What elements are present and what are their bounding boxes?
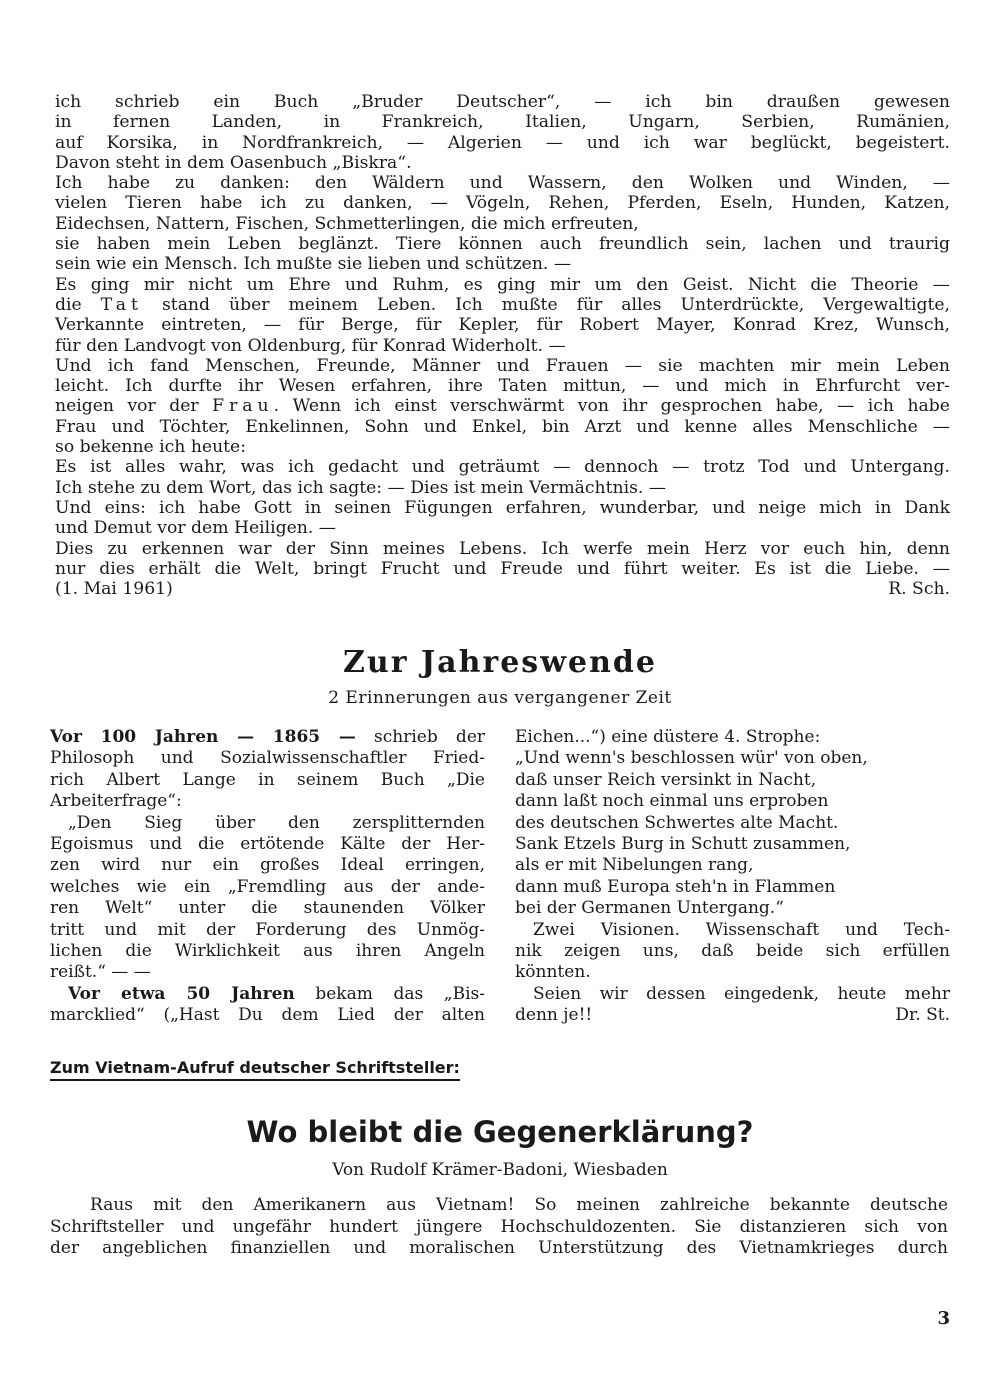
- column-line: Philosoph und Sozialwissenschaftler Fried-: [50, 748, 485, 769]
- poem-text: [55, 92, 950, 599]
- column-line: welches wie ein „Fremdling aus der ande-: [50, 876, 485, 897]
- article-title: Wo bleibt die Gegenerklärung?: [246, 1115, 754, 1149]
- jahreswende-left-column: [50, 727, 485, 1027]
- column-line: Sank Etzels Burg in Schutt zusammen,: [515, 834, 851, 855]
- column-line: Zwei Visionen. Wissenschaft und Tech-: [533, 919, 950, 940]
- poem-line: Verkannte eintreten, — für Berge, für Kepler, für Robert Mayer, Konrad Krez, Wunsch,: [55, 315, 950, 336]
- column-line: Egoismus und die ertötende Kälte der Her-: [50, 834, 485, 855]
- page-number: 3: [937, 1308, 950, 1329]
- poem-line: Frau und Töchter, Enkelinnen, Sohn und Enkel, bin Arzt und kenne alles Menschliche —: [55, 416, 950, 437]
- column-line: dann laßt noch einmal uns erproben: [515, 791, 829, 812]
- column-line: denn je!!: [515, 1005, 593, 1026]
- jahreswende-right-column: [515, 727, 950, 1027]
- body-line: Raus mit den Amerikanern aus Vietnam! So meinen zahlreiche bekannte deutsche: [90, 1195, 948, 1215]
- column-line: [50, 984, 485, 1005]
- column-line: „Den Sieg über den zersplitternden: [68, 812, 485, 833]
- poem-line: Ich habe zu danken: den Wäldern und Wassern, den Wolken und Winden, —: [55, 173, 950, 194]
- column-line: zen wird nur ein großes Ideal erringen,: [50, 855, 485, 876]
- column-line: ren Welt“ unter die staunenden Völker: [50, 898, 485, 919]
- bold-lead: Vor 100 Jahren — 1865 —: [50, 727, 356, 747]
- poem-line: Und eins: ich habe Gott in seinen Fügungen erfahren, wunderbar, und neige mich in Dank: [55, 497, 950, 518]
- poem-line: nur dies erhält die Welt, bringt Frucht und Freude und führt weiter. Es ist die Liebe. —: [55, 558, 950, 579]
- poem-line: in fernen Landen, in Frankreich, Italien, Ungarn, Serbien, Rumänien,: [55, 112, 950, 133]
- jahreswende-signature: Dr. St.: [895, 1005, 950, 1026]
- poem-line: Dies zu erkennen war der Sinn meines Lebens. Ich werfe mein Herz vor euch hin, denn: [55, 538, 950, 559]
- column-line: reißt.“ — —: [50, 962, 151, 983]
- bold-lead: Vor etwa 50 Jahren: [68, 983, 295, 1004]
- body-line: Schriftsteller und ungefähr hundert jüngere Hochschuldozenten. Sie distanzieren sich von: [50, 1216, 948, 1237]
- section-label: Zum Vietnam-Aufruf deutscher Schriftsteller:: [50, 1058, 460, 1081]
- poem-line: und Demut vor dem Heiligen. —: [55, 518, 336, 539]
- spaced-word: Frau: [212, 396, 274, 417]
- column-line: als er mit Nibelungen rang,: [515, 855, 754, 876]
- poem-line: Und ich fand Menschen, Freunde, Männer und Frauen — sie machten mir mein Leben: [55, 355, 950, 376]
- jahreswende-subtitle: 2 Erinnerungen aus vergangener Zeit: [328, 688, 672, 708]
- column-line: daß unser Reich versinkt in Nacht,: [515, 769, 817, 790]
- poem-line: auf Korsika, in Nordfrankreich, — Algerien — und ich war beglückt, begeistert.: [55, 132, 950, 153]
- poem-signature-row: [55, 579, 950, 599]
- column-line: bei der Germanen Untergang.“: [515, 898, 784, 919]
- poem-line: ich schrieb ein Buch „Bruder Deutscher“, — ich bin draußen gewesen: [55, 92, 950, 112]
- poem-line: Davon steht in dem Oasenbuch „Biskra“.: [55, 152, 412, 173]
- column-line: dann muß Europa steh'n in Flammen: [515, 876, 836, 897]
- poem-line: Eidechsen, Nattern, Fischen, Schmetterlingen, die mich erfreuten,: [55, 213, 639, 234]
- column-line: könnten.: [515, 962, 591, 983]
- poem-line: sie haben mein Leben beglänzt. Tiere können auch freundlich sein, lachen und traurig: [55, 234, 950, 255]
- poem-date: (1. Mai 1961): [55, 579, 173, 600]
- column-fragment: schrieb der: [355, 727, 486, 747]
- jahreswende-title: Zur Jahreswende: [343, 645, 657, 680]
- column-line: marcklied“ („Hast Du dem Lied der alten: [50, 1005, 485, 1026]
- body-line: der angeblichen finanziellen und moralischen Unterstützung des Vietnamkrieges durch: [50, 1238, 948, 1258]
- poem-signature: R. Sch.: [888, 579, 950, 600]
- article-body: [50, 1195, 948, 1260]
- column-fragment: bekam das „Bis-: [294, 983, 485, 1004]
- column-line: tritt und mit der Forderung des Unmög-: [50, 919, 485, 940]
- column-line: nik zeigen uns, daß beide sich erfüllen: [515, 941, 950, 962]
- column-line: Seien wir dessen eingedenk, heute mehr: [533, 983, 950, 1004]
- poem-fragment: neigen vor der: [55, 396, 213, 417]
- column-line: Eichen...“) eine düstere 4. Strophe:: [515, 727, 821, 747]
- article-byline: Von Rudolf Krämer-Badoni, Wiesbaden: [332, 1160, 668, 1180]
- column-line: [50, 727, 485, 748]
- poem-line: Ich stehe zu dem Wort, das ich sagte: — Dies ist mein Vermächtnis. —: [55, 477, 667, 498]
- poem-line: vielen Tieren habe ich zu danken, — Vögeln, Rehen, Pferden, Eseln, Hunden, Katzen,: [55, 193, 950, 214]
- jahreswende-signature-row: [515, 1005, 950, 1026]
- poem-fragment: die: [55, 294, 101, 315]
- column-line: des deutschen Schwertes alte Macht.: [515, 812, 839, 833]
- poem-line: für den Landvogt von Oldenburg, für Konrad Widerholt. —: [55, 335, 566, 356]
- spaced-word: Tat: [100, 294, 143, 315]
- column-line: „Und wenn's beschlossen wür' von oben,: [515, 748, 868, 769]
- column-line: rich Albert Lange in seinem Buch „Die: [50, 769, 485, 790]
- poem-line: leicht. Ich durfte ihr Wesen erfahren, ihre Taten mittun, — und mich in Ehrfurcht ver-: [55, 376, 950, 397]
- poem-line: so bekenne ich heute:: [55, 437, 247, 458]
- column-line: Arbeiterfrage“:: [50, 791, 182, 812]
- poem-fragment: . Wenn ich einst verschwärmt von ihr gesprochen habe, — ich habe: [273, 396, 950, 417]
- poem-line: Es ist alles wahr, was ich gedacht und geträumt — dennoch — trotz Tod und Untergang.: [55, 457, 950, 478]
- poem-line: Es ging mir nicht um Ehre und Ruhm, es ging mir um den Geist. Nicht die Theorie —: [55, 274, 950, 295]
- poem-line-frau: [55, 396, 950, 416]
- poem-line-tat: [55, 295, 950, 315]
- poem-line: sein wie ein Mensch. Ich mußte sie lieben und schützen. —: [55, 254, 572, 275]
- column-line: lichen die Wirklichkeit aus ihren Angeln: [50, 941, 485, 962]
- poem-fragment: stand über meinem Leben. Ich mußte für alles Unterdrückte, Vergewaltigte,: [142, 294, 950, 315]
